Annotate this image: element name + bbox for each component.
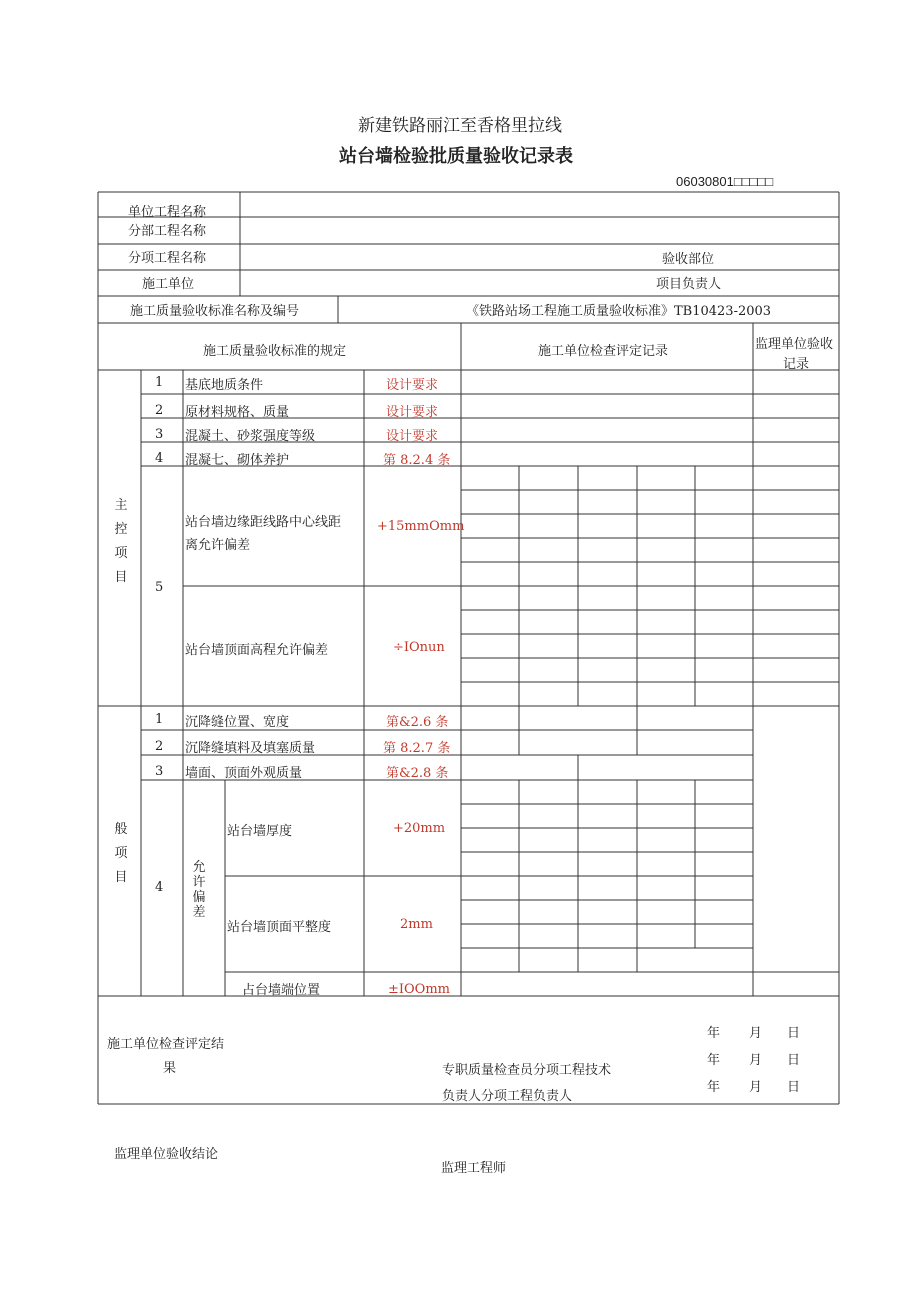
general-row-2-item: 沉降缝填料及填塞质量 bbox=[185, 741, 316, 756]
standard-label: 施工质量验收标准名称及编号 bbox=[130, 304, 300, 319]
supervisor-engineer-label: 监理工程师 bbox=[441, 1161, 507, 1176]
general-row-4c-req: ±IOOmm bbox=[388, 982, 450, 997]
date-year-3: 年 bbox=[707, 1080, 721, 1095]
general-row-2-req: 第 8.2.7 条 bbox=[383, 741, 451, 756]
date-day-1: 日 bbox=[787, 1026, 801, 1041]
main-row-2-no: 2 bbox=[155, 403, 164, 418]
contractor-result-label-line1: 施工单位检查评定结 bbox=[107, 1037, 225, 1052]
general-row-4b-item: 站台墙顶面平整度 bbox=[227, 920, 332, 935]
supervisor-conclusion-label: 监理单位验收结论 bbox=[114, 1147, 219, 1162]
main-row-1-item: 基底地质条件 bbox=[185, 378, 264, 393]
main-row-5a-item-line1: 站台墙边缘距线路中心线距 bbox=[185, 515, 342, 530]
signers-line2: 负责人分项工程负责人 bbox=[442, 1089, 573, 1104]
date-year-2: 年 bbox=[707, 1053, 721, 1068]
general-row-3-no: 3 bbox=[155, 764, 164, 779]
contractor-check-column-header: 施工单位检查评定记录 bbox=[538, 344, 669, 359]
main-row-5b-req: ÷IOnun bbox=[393, 640, 445, 655]
main-row-3-item: 混凝土、砂浆强度等级 bbox=[185, 429, 316, 444]
form-title: 站台墙检验批质量验收记录表 bbox=[339, 146, 573, 167]
main-row-2-item: 原材料规格、质量 bbox=[185, 405, 290, 420]
acceptance-part-label: 验收部位 bbox=[662, 252, 715, 267]
main-row-5b-item: 站台墙顶面高程允许偏差 bbox=[185, 643, 329, 658]
general-row-3-req: 第&2.8 条 bbox=[386, 766, 449, 781]
general-row-4b-req: 2mm bbox=[400, 917, 433, 932]
main-row-4-item: 混凝七、砌体养护 bbox=[185, 453, 290, 468]
supervisor-column-header-line1: 监理单位验收 bbox=[755, 337, 834, 352]
date-year-1: 年 bbox=[707, 1026, 721, 1041]
general-row-4-no: 4 bbox=[155, 880, 164, 895]
general-items-group-label: 般 项 目 bbox=[114, 822, 128, 885]
main-row-5-no: 5 bbox=[155, 580, 164, 595]
main-row-4-no: 4 bbox=[155, 451, 164, 466]
project-manager-label: 项目负责人 bbox=[656, 277, 722, 292]
general-row-4c-item: 占台墙端位置 bbox=[242, 983, 321, 998]
general-row-4a-item: 站台墙厚度 bbox=[227, 824, 293, 839]
general-row-3-item: 墙面、顶面外观质量 bbox=[185, 766, 303, 781]
date-month-1: 月 bbox=[749, 1026, 763, 1041]
supervisor-column-header-line2: 记录 bbox=[783, 357, 810, 372]
general-row-1-item: 沉降缝位置、宽度 bbox=[185, 715, 290, 730]
date-month-3: 月 bbox=[749, 1080, 763, 1095]
main-row-3-req: 设计要求 bbox=[386, 429, 439, 444]
main-row-1-no: 1 bbox=[155, 375, 164, 390]
form-code: 06030801□□□□□ bbox=[676, 174, 774, 189]
contractor-label: 施工单位 bbox=[142, 277, 195, 292]
general-row-4a-req: +20mm bbox=[393, 821, 446, 836]
general-row-1-req: 第&2.6 条 bbox=[386, 715, 449, 730]
spec-column-header: 施工质量验收标准的规定 bbox=[203, 344, 347, 359]
main-row-4-req: 第 8.2.4 条 bbox=[383, 453, 451, 468]
unit-project-label: 单位工程名称 bbox=[128, 205, 207, 220]
sub-project-label: 分部工程名称 bbox=[128, 224, 207, 239]
general-row-2-no: 2 bbox=[155, 739, 164, 754]
main-row-1-req: 设计要求 bbox=[386, 378, 439, 393]
contractor-result-label-line2: 果 bbox=[163, 1061, 177, 1076]
line-title: 新建铁路丽江至香格里拉线 bbox=[358, 116, 562, 136]
main-row-3-no: 3 bbox=[155, 427, 164, 442]
date-day-3: 日 bbox=[787, 1080, 801, 1095]
date-day-2: 日 bbox=[787, 1053, 801, 1068]
date-month-2: 月 bbox=[749, 1053, 763, 1068]
main-row-5a-req: +15mmOmm bbox=[377, 519, 465, 534]
main-items-group-label: 主 控 项 目 bbox=[114, 498, 128, 585]
general-row-1-no: 1 bbox=[155, 712, 164, 727]
standard-value: 《铁路站场工程施工质量验收标准》TB10423-2003 bbox=[466, 304, 772, 319]
item-project-label: 分项工程名称 bbox=[128, 251, 207, 266]
allowable-deviation-label: 允 许 偏 差 bbox=[192, 860, 206, 920]
main-row-5a-item-line2: 离允许偏差 bbox=[185, 538, 251, 553]
signers-line1: 专职质量检查员分项工程技术 bbox=[442, 1063, 612, 1078]
main-row-2-req: 设计要求 bbox=[386, 405, 439, 420]
